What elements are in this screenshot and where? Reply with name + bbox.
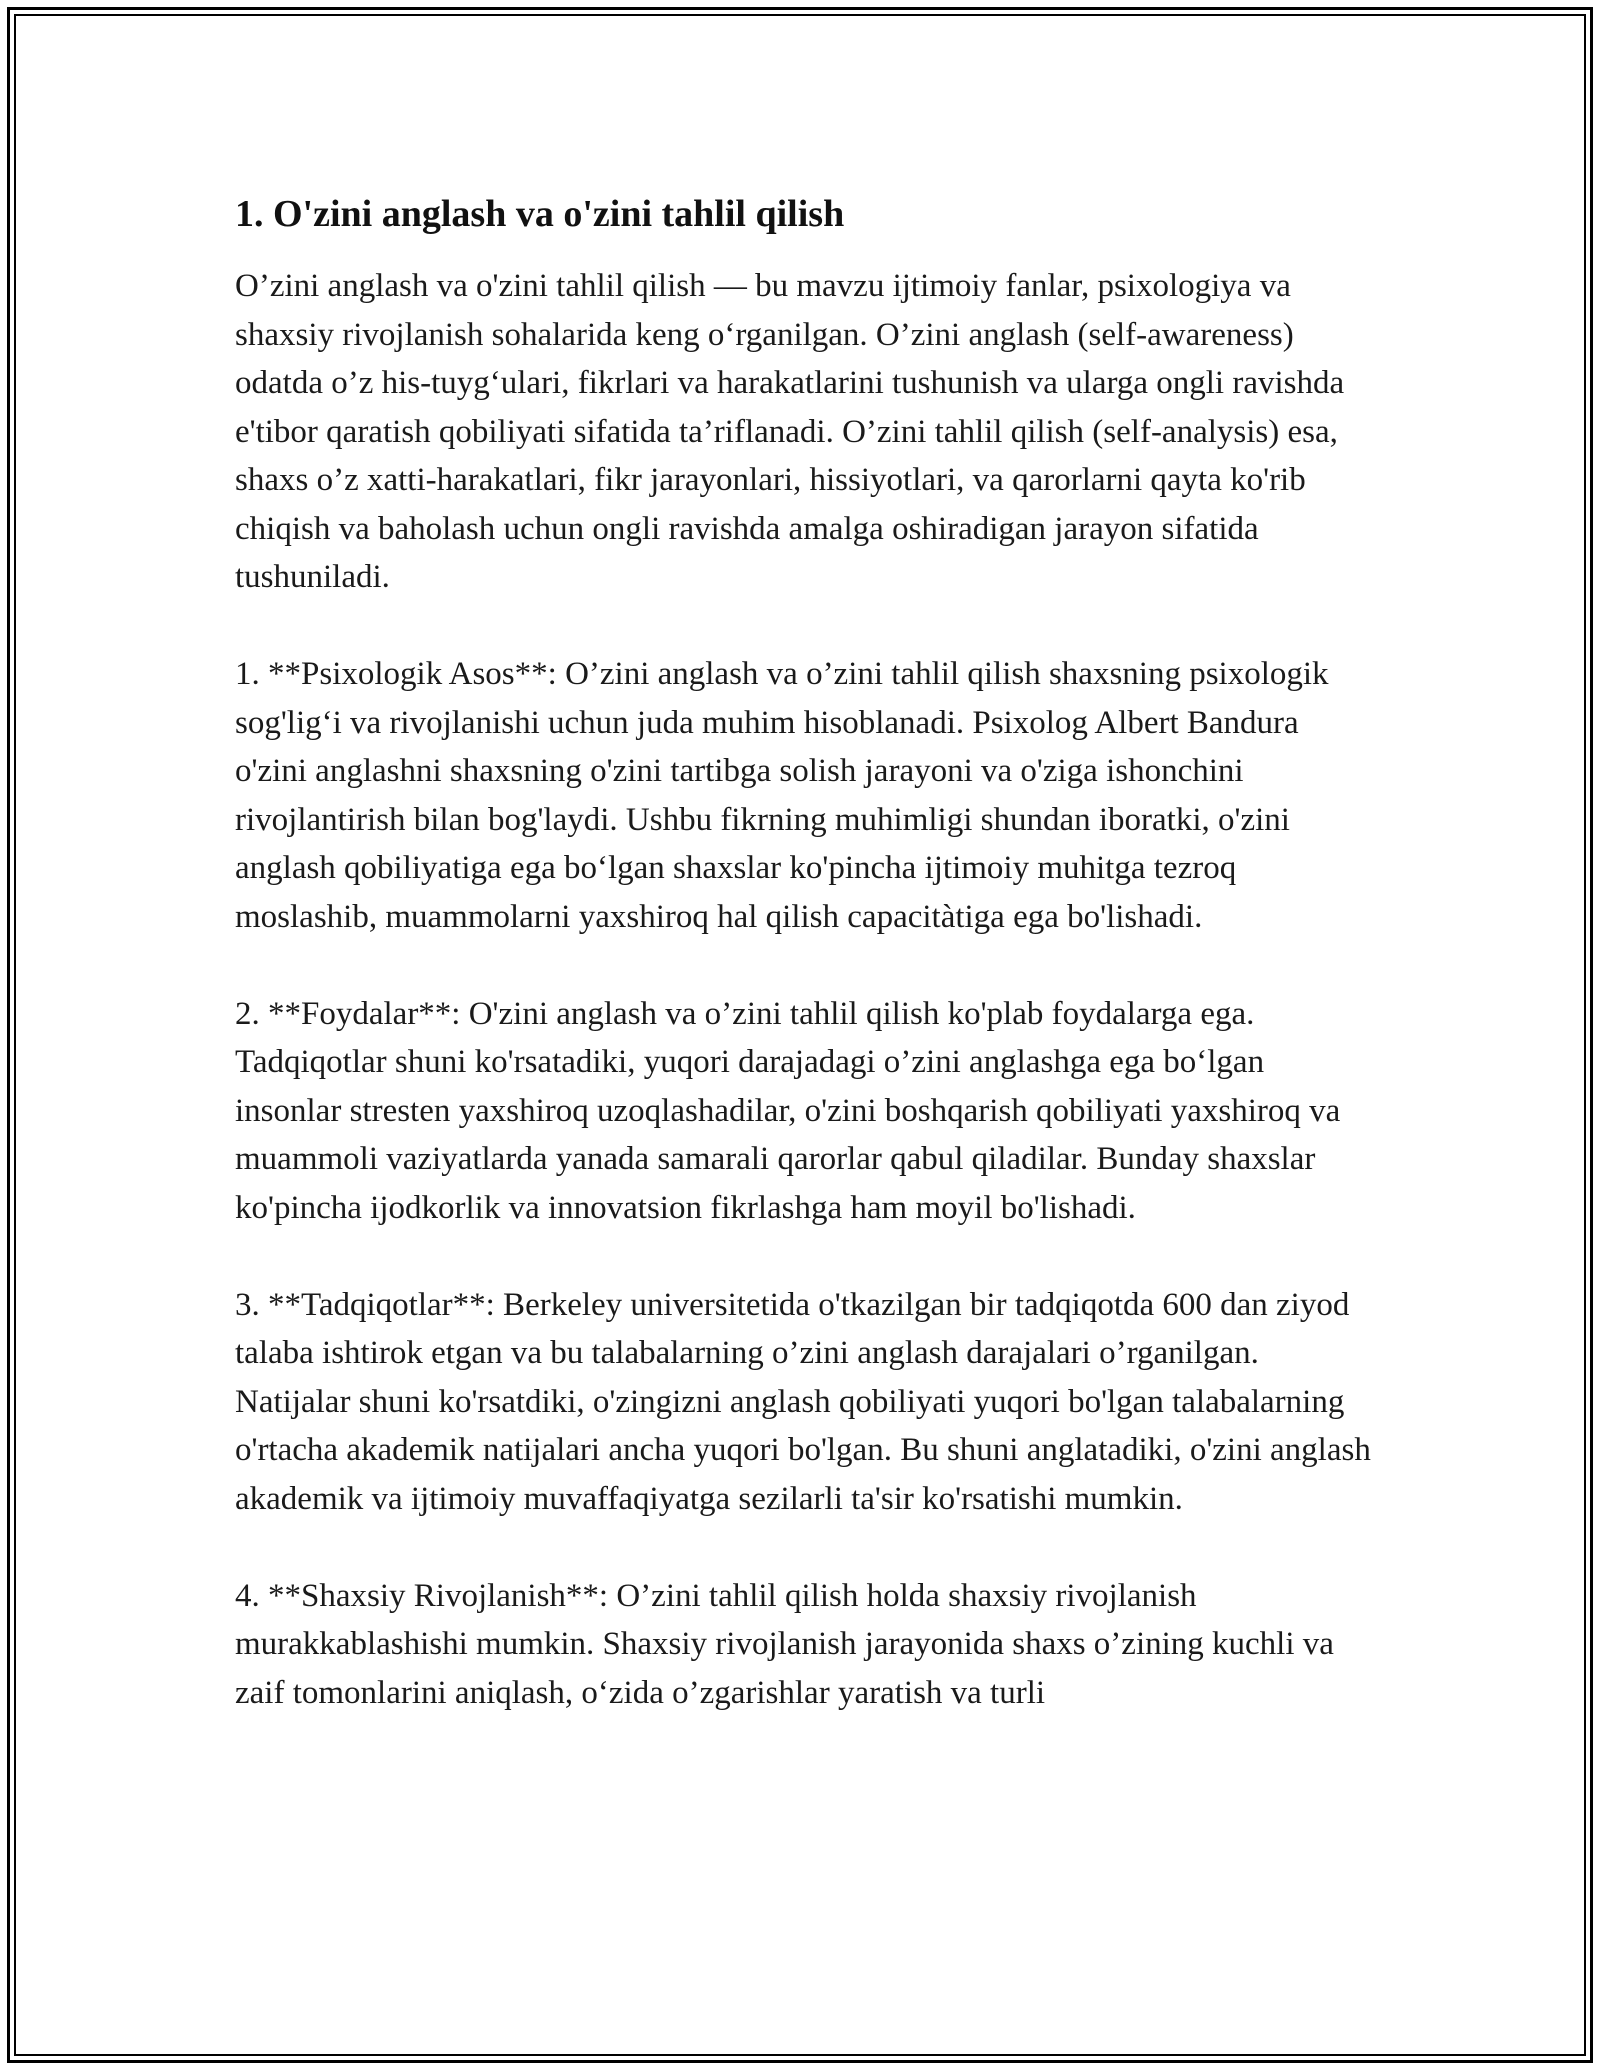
intro-paragraph: O’zini anglash va o'zini tahlil qilish — bu mavzu ijtimoiy fanlar, psixologiya va shaxsiy rivojlanish sohalarida keng o‘rganilgan. O’zini anglash (self-awareness) odatda o’z his-tuyg‘ulari, fikrlari va harakatlarini tushunish va ularga ongli ravishda e'tibor qaratish qobiliyati sifatida ta’riflanadi. O’zini tahlil qilish (self-analysis) esa, shaxs o’z xatti-harakatlari, fikr jarayonlari, hissiyotlari, va qarorlarni qayta ko'rib chiqish va baholash uchun ongli ravishda amalga oshiradigan jarayon sifatida tushuniladi. (235, 268, 1345, 595)
list-item-tadqiqotlar: 3. **Tadqiqotlar**: Berkeley universitetida o'tkazilgan bir tadqiqotda 600 dan ziyod talaba ishtirok etgan va bu talabalarning o’zini anglash darajalari o’rganilgan. Natijalar shuni ko'rsatdiki, o'zingizni anglash qobiliyati yuqori bo'lgan talabalarning o'rtacha akademik natijalari ancha yuqori bo'lgan. Bu shuni anglatadiki, o'zini anglash akademik va ijtimoiy muvaffaqiyatga sezilarli ta'sir ko'rsatishi mumkin. (235, 1286, 1371, 1517)
list-item-foydalar: 2. **Foydalar**: O'zini anglash va o’zini tahlil qilish ko'plab foydalarga ega. Tadqiqotlar shuni ko'rsatadiki, yuqori darajadagi o’zini anglashga ega bo‘lgan insonlar stresten yaxshiroq uzoqlashadilar, o'zini boshqarish qobiliyati yaxshiroq va muammoli vaziyatlarda yanada samarali qarorlar qabul qiladilar. Bunday shaxslar ko'pincha ijodkorlik va innovatsion fikrlashga ham moyil bo'lishadi. (235, 995, 1341, 1226)
list-item-psixologik-asos: 1. **Psixologik Asos**: O’zini anglash va o’zini tahlil qilish shaxsning psixologik sog'lig‘i va rivojlanishi uchun juda muhim hisoblanadi. Psixolog Albert Bandura o'zini anglashni shaxsning o'zini tartibga solish jarayoni va o'ziga ishonchini rivojlantirish bilan bog'laydi. Ushbu fikrning muhimligi shundan iboratki, o'zini anglash qobiliyatiga ega bo‘lgan shaxslar ko'pincha ijtimoiy muhitga tezroq moslashib, muammolarni yaxshiroq hal qilish capacitàtiga ega bo'lishadi. (235, 656, 1329, 935)
list-item-shaxsiy-rivojlanish: 4. **Shaxsiy Rivojlanish**: O’zini tahlil qilish holda shaxsiy rivojlanish murakkablashishi mumkin. Shaxsiy rivojlanish jarayonida shaxs o’zining kuchli va zaif tomonlarini aniqlash, o‘zida o’zgarishlar yaratish va turli (235, 1577, 1334, 1711)
document-body (235, 186, 1375, 1766)
section-heading: 1. O'zini anglash va o'zini tahlil qilish (235, 193, 845, 235)
